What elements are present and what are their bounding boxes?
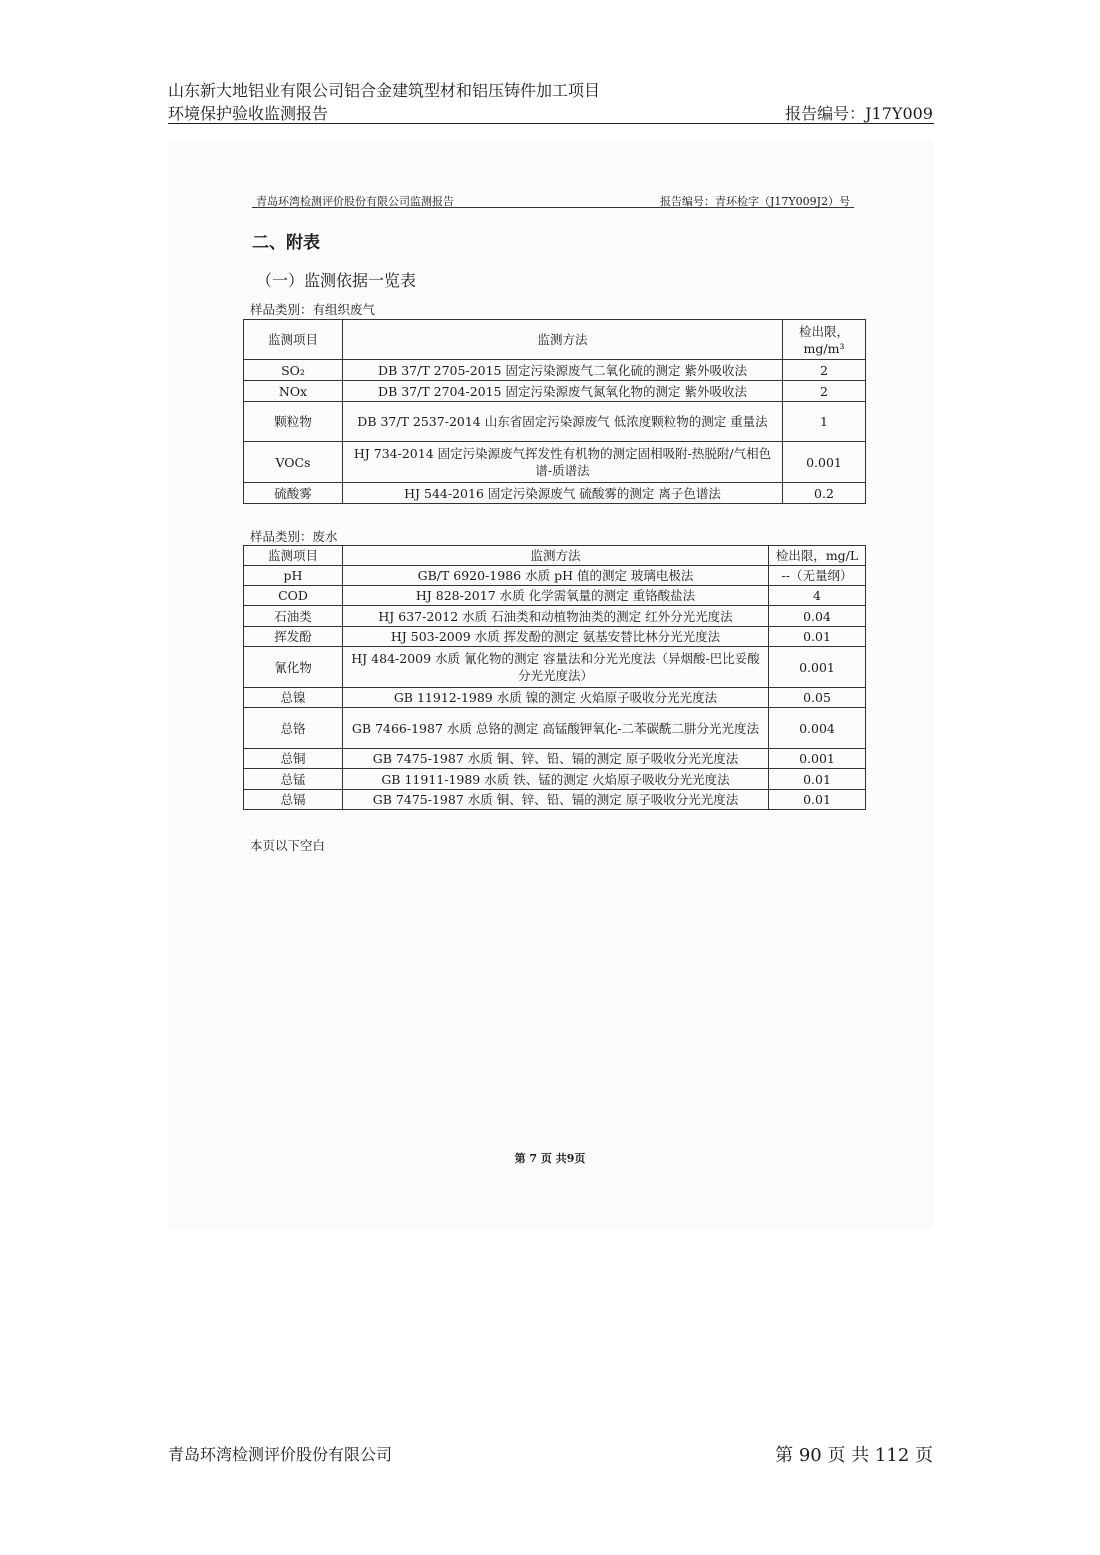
cell-limit: 0.001 — [769, 749, 866, 769]
inner-header-divider — [252, 207, 854, 208]
cell-method: HJ 828-2017 水质 化学需氧量的测定 重铬酸盐法 — [343, 586, 769, 606]
table-row — [244, 749, 866, 769]
cell-item: 总铬 — [244, 708, 343, 749]
cell-method: HJ 503-2009 水质 挥发酚的测定 氨基安替比林分光光度法 — [343, 627, 769, 647]
table-row — [244, 708, 866, 749]
cell-method: HJ 544-2016 固定污染源废气 硫酸雾的测定 离子色谱法 — [343, 483, 783, 504]
cell-method: DB 37/T 2537-2014 山东省固定污染源废气 低浓度颗粒物的测定 重量法 — [343, 402, 783, 442]
cell-item: 总镍 — [244, 688, 343, 708]
cell-item: COD — [244, 586, 343, 606]
section-title: 二、附表 — [252, 233, 320, 253]
cell-limit: 2 — [783, 381, 866, 402]
cell-limit: 0.001 — [769, 647, 866, 688]
cell-item: 挥发酚 — [244, 627, 343, 647]
cell-method: GB/T 6920-1986 水质 pH 值的测定 玻璃电极法 — [343, 566, 769, 586]
header-method: 监测方法 — [343, 320, 783, 360]
table-row — [244, 566, 866, 586]
cell-item: 总镉 — [244, 790, 343, 810]
cell-item: NOx — [244, 381, 343, 402]
cell-limit: --（无量纲） — [769, 566, 866, 586]
cell-item: 氰化物 — [244, 647, 343, 688]
table-row — [244, 360, 866, 381]
outer-header-report-title: 环境保护验收监测报告 — [168, 104, 329, 123]
table-row — [244, 402, 866, 442]
cell-method: HJ 484-2009 水质 氰化物的测定 容量法和分光光度法（异烟酸-巴比妥酸分光光度法） — [343, 647, 769, 688]
outer-header-project-title: 山东新大地铝业有限公司铝合金建筑型材和铝压铸件加工项目 — [168, 81, 601, 100]
cell-item: pH — [244, 566, 343, 586]
subsection-title: （一）监测依据一览表 — [256, 271, 417, 290]
cell-limit: 0.05 — [769, 688, 866, 708]
table-row — [244, 627, 866, 647]
cell-item: 总铜 — [244, 749, 343, 769]
cell-method: DB 37/T 2705-2015 固定污染源废气二氧化硫的测定 紫外吸收法 — [343, 360, 783, 381]
table-row — [244, 790, 866, 810]
cell-item: 石油类 — [244, 606, 343, 627]
gas-monitoring-table — [243, 319, 866, 504]
header-item: 监测项目 — [244, 546, 343, 566]
inner-header-company: 青岛环湾检测评价股份有限公司监测报告 — [256, 195, 454, 208]
cell-item: 总锰 — [244, 769, 343, 790]
cell-limit: 2 — [783, 360, 866, 381]
water-monitoring-table — [243, 545, 866, 810]
header-limit: 检出限，mg/m³ — [783, 320, 866, 360]
header-limit: 检出限，mg/L — [769, 546, 866, 566]
cell-limit: 0.01 — [769, 769, 866, 790]
cell-method: DB 37/T 2704-2015 固定污染源废气氮氧化物的测定 紫外吸收法 — [343, 381, 783, 402]
outer-header-report-number: 报告编号：J17Y009 — [785, 104, 933, 123]
table-row — [244, 606, 866, 627]
cell-item: 颗粒物 — [244, 402, 343, 442]
outer-footer-page-number: 第 90 页 共 112 页 — [775, 1445, 933, 1466]
cell-limit: 0.01 — [769, 627, 866, 647]
table-row — [244, 647, 866, 688]
inner-page-number: 第 7 页 共9页 — [514, 1152, 586, 1165]
cell-method: GB 7475-1987 水质 铜、锌、铅、镉的测定 原子吸收分光光度法 — [343, 790, 769, 810]
cell-limit: 0.2 — [783, 483, 866, 504]
cell-method: HJ 637-2012 水质 石油类和动植物油类的测定 红外分光光度法 — [343, 606, 769, 627]
blank-page-note: 本页以下空白 — [250, 838, 326, 853]
cell-item: VOCs — [244, 442, 343, 483]
table-row — [244, 381, 866, 402]
cell-limit: 0.001 — [783, 442, 866, 483]
table-row — [244, 688, 866, 708]
cell-item: 硫酸雾 — [244, 483, 343, 504]
outer-footer-company: 青岛环湾检测评价股份有限公司 — [168, 1445, 393, 1464]
table-row — [244, 442, 866, 483]
inner-header-report-number: 报告编号：青环检字（J17Y009J2）号 — [660, 195, 851, 208]
table-row — [244, 483, 866, 504]
gas-sample-category-label: 样品类别：有组织废气 — [250, 302, 376, 317]
cell-limit: 1 — [783, 402, 866, 442]
water-sample-category-label: 样品类别：废水 — [250, 529, 338, 544]
cell-limit: 0.004 — [769, 708, 866, 749]
cell-limit: 4 — [769, 586, 866, 606]
outer-header-divider — [168, 123, 934, 124]
header-item: 监测项目 — [244, 320, 343, 360]
cell-method: GB 11912-1989 水质 镍的测定 火焰原子吸收分光光度法 — [343, 688, 769, 708]
cell-method: GB 7475-1987 水质 铜、锌、铅、镉的测定 原子吸收分光光度法 — [343, 749, 769, 769]
cell-method: HJ 734-2014 固定污染源废气挥发性有机物的测定固相吸附-热脱附/气相色谱-质谱法 — [343, 442, 783, 483]
header-method: 监测方法 — [343, 546, 769, 566]
table-header-row — [244, 546, 866, 566]
table-header-row — [244, 320, 866, 360]
table-row — [244, 769, 866, 790]
table-row — [244, 586, 866, 606]
cell-method: GB 7466-1987 水质 总铬的测定 高锰酸钾氧化-二苯碳酰二肼分光光度法 — [343, 708, 769, 749]
cell-limit: 0.01 — [769, 790, 866, 810]
cell-item: SO₂ — [244, 360, 343, 381]
cell-method: GB 11911-1989 水质 铁、锰的测定 火焰原子吸收分光光度法 — [343, 769, 769, 790]
cell-limit: 0.04 — [769, 606, 866, 627]
